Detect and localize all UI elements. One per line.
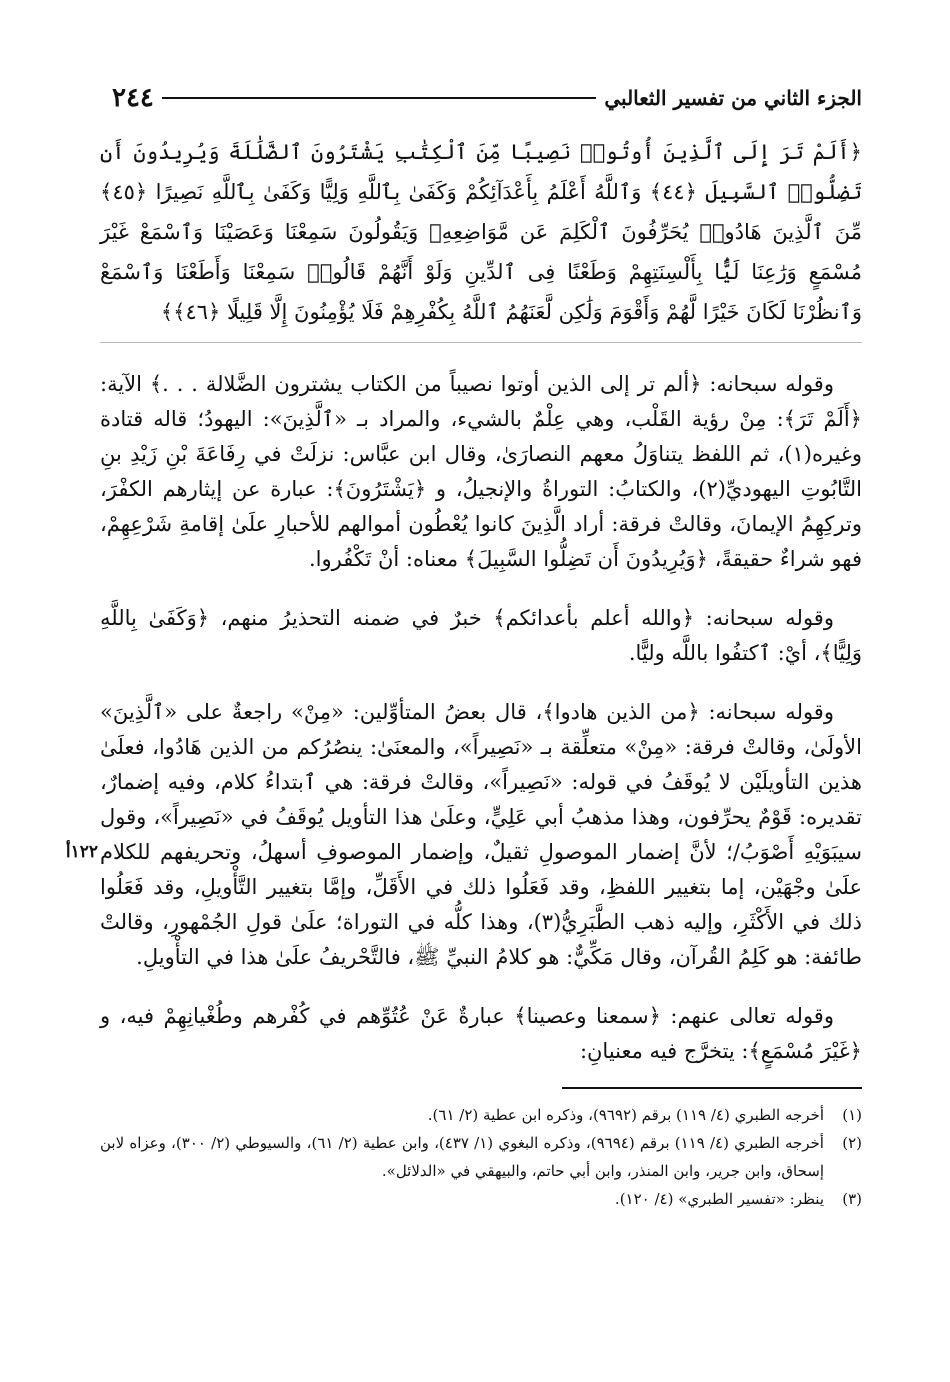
footnotes (100, 1101, 862, 1213)
footnote-number: (٣) (842, 1190, 862, 1208)
footnote-number: (٢) (842, 1134, 862, 1152)
commentary-paragraph-4: وقوله تعالى عنهم: ﴿سمعنا وعصينا﴾ عبارةٌ عَنْ عُتُوِّهم في كُفْرهم وطُغْيانِهِمْ فيه، و ﴿غَيْرَ مُسْمَعٍ﴾: يتخرَّج فيه معنيانِ: (100, 1004, 862, 1063)
commentary-paragraph-3: وقوله سبحانه: ﴿من الذين هادوا﴾، قال بعضُ المتأوِّلين: «مِنْ» راجعةٌ على «ٱلَّذِينَ» الأولَىٰ، وقالتْ فرقة: «مِنْ» متعلِّقة بـ «نَصِيراً»، والمعنَىٰ: ينصُرُكم من الذين هَادُوا، فعلَىٰ هذين التأويلَيْن لا يُوقَفُ في قوله: «نَصِيراً»، وقالتْ فرقة: هي ٱبتداءُ كلام، وفيه إضمارٌ، تقديره: قَوْمٌ يحرِّفون، وهذا مذهبُ أبي عَلِيٍّ، وعلَىٰ هذا التأويل يُوقَفُ في «نَصِيراً»، وقول سيبَوَيْهِ أَصْوَبُ/؛ لأنَّ إضمار الموصولِ ثقيلٌ، وإضمار الموصوفِ أسهلُ، وتحريفهم للكلام علَىٰ وجْهَيْن، إما بتغيير اللفظِ، وقد فَعَلُوا ذلك في الأَقَلِّ، وإمَّا بتغيير التَّأْويلِ، وقد فَعَلُوا ذلك في الأَكْثَرِ، وإليه ذهب الطَّبَرِيُّ(٣)، وهذا كلُّه في التوراة؛ علَىٰ قولِ الجُمْهورِ، وقالتْ طائفة: هو كَلِمُ القُرآن، وقال مَكِّيٌّ: هو كلامُ النبيِّ ﷺ، فالتَّحْريفُ علَىٰ هذا في التأْويلِ. (100, 700, 862, 969)
commentary-paragraph-2: وقوله سبحانه: ﴿والله أعلم بأعدائكم﴾ خبرٌ في ضمنه التحذيرُ منهم، ﴿وَكَفَىٰ بِاللَّهِ وَلِيًّا﴾، أيْ: ٱكتفُوا باللَّه وليًّا. (100, 606, 862, 665)
footnote-text: أخرجه الطبري (٤/ ١١٩) برقم (٩٦٩٢)، وذكره ابن عطية (٢/ ٦١). (427, 1106, 824, 1124)
quran-passage: ﴿أَلَمْ تَرَ إِلَى ٱلَّذِينَ أُوتُوا۟ نَصِيبًا مِّنَ ٱلْكِتَٰبِ يَشْتَرُونَ ٱلضَّلَٰلَةَ وَيُرِيدُونَ أَن تَضِلُّوا۟ ٱلسَّبِيلَ ﴿٤٤﴾ وَٱللَّهُ أَعْلَمُ بِأَعْدَآئِكُمْ وَكَفَىٰ بِٱللَّهِ وَلِيًّا وَكَفَىٰ بِٱللَّهِ نَصِيرًا ﴿٤٥﴾ مِّنَ ٱلَّذِينَ هَادُوا۟ يُحَرِّفُونَ ٱلْكَلِمَ عَن مَّوَاضِعِهِۦ وَيَقُولُونَ سَمِعْنَا وَعَصَيْنَا وَٱسْمَعْ غَيْرَ مُسْمَعٍ وَرَٰعِنَا لَيًّۢا بِأَلْسِنَتِهِمْ وَطَعْنًا فِى ٱلدِّينِ وَلَوْ أَنَّهُمْ قَالُوا۟ سَمِعْنَا وَأَطَعْنَا وَٱسْمَعْ وَٱنظُرْنَا لَكَانَ خَيْرًا لَّهُمْ وَأَقْوَمَ وَلَٰكِن لَّعَنَهُمُ ٱللَّهُ بِكُفْرِهِمْ فَلَا يُؤْمِنُونَ إِلَّا قَلِيلًا ﴿٤٦﴾﴾ (100, 132, 862, 343)
footnote-text: ينظر: «تفسير الطبري» (٤/ ١٢٠). (614, 1190, 824, 1208)
footnote-rule (562, 1087, 862, 1089)
footnote-item (100, 1185, 862, 1213)
header-rule (162, 97, 596, 99)
commentary-paragraph-1: وقوله سبحانه: ﴿ألم تر إلى الذين أوتوا نصيباً من الكتاب يشترون الضَّلالة . . .﴾ الآية: ﴿أَلَمْ تَرَ﴾: مِنْ رؤية القَلْب، وهي عِلْمٌ بالشيء، والمراد بـ «ٱلَّذِينَ»: اليهودُ؛ قاله قتادة وغيره(١)، ثم اللفظ يتناوَلُ معهم النصارَىٰ، وقال ابن عبَّاس: نزلَتْ في رِفَاعَةَ بْنِ زَيْدِ بنِ التَّابُوتِ اليهوديِّ(٢)، والكتابُ: التوراةُ والإنجيلُ، و ﴿يَشْتَرُونَ﴾: عبارة عن إيثارهم الكفْرَ، وتركِهِمُ الإيمانَ، وقالتْ فرقة: أراد الَّذِينَ كانوا يُعْطُون أموالهم للأحبارِ علَىٰ إقامةِ شَرْعِهِمْ، فهو شراءٌ حقيقةً، ﴿وَيُرِيدُونَ أَن تَضِلُّوا السَّبِيلَ﴾ معناه: أنْ تَكْفُروا. (100, 372, 862, 571)
footnote-text: أخرجه الطبري (٤/ ١١٩) برقم (٩٦٩٤)، وذكره البغوي (١/ ٤٣٧)، وابن عطية (٢/ ٦١)، والسيوطي (٢/ ٣٠٠)، وعزاه لابن إسحاق، وابن جرير، وابن المنذر، وابن أبي حاتم، والبيهقي في «الدلائل». (100, 1134, 824, 1180)
page (100, 78, 862, 1213)
running-title: الجزء الثاني من تفسير الثعالبي (604, 86, 862, 110)
manuscript-folio-note: ١٢٢أ (65, 842, 98, 862)
page-number: ٢٤٤ (112, 83, 154, 113)
footnote-item (100, 1129, 862, 1185)
running-header (100, 78, 862, 118)
footnote-number: (١) (842, 1106, 862, 1124)
footnote-item (100, 1101, 862, 1129)
